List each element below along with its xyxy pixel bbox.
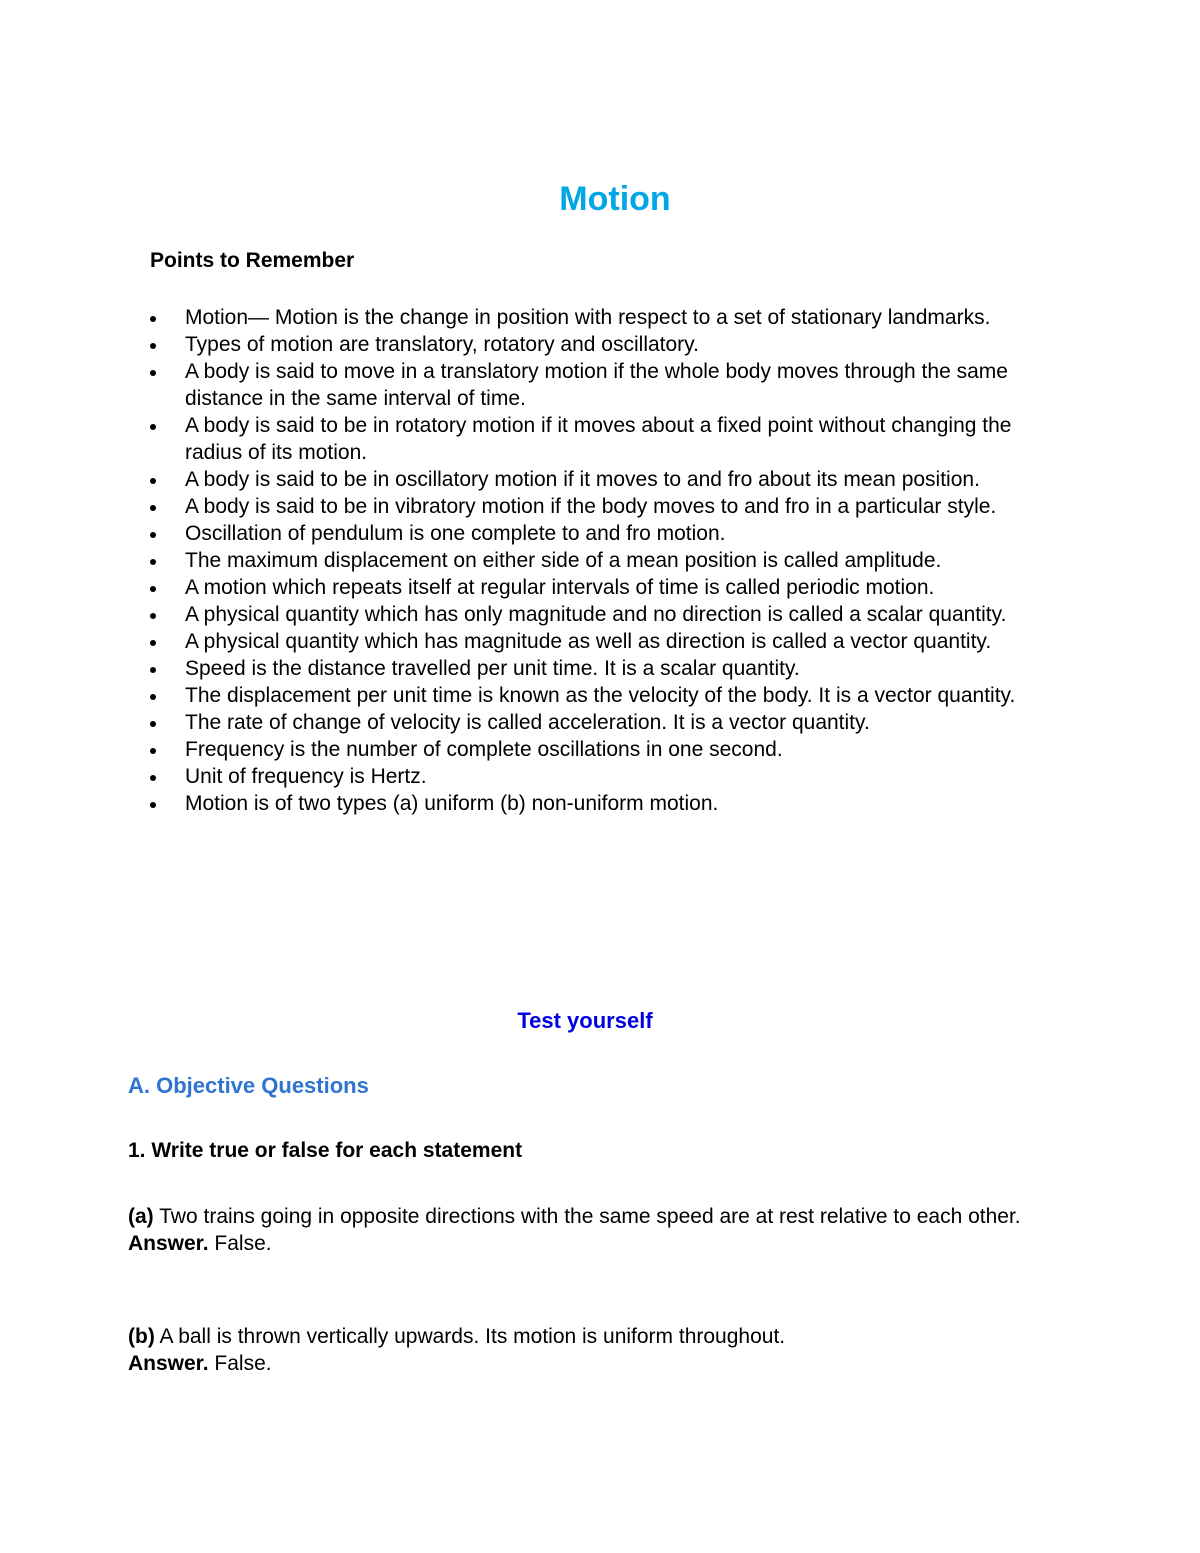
answer-value: False. <box>214 1352 272 1375</box>
list-item <box>150 763 1050 790</box>
list-item <box>150 331 1050 358</box>
list-item-text: Motion is of two types (a) uniform (b) non-uniform motion. <box>185 792 719 815</box>
list-item <box>150 412 1050 466</box>
list-item-text: Motion— Motion is the change in position with respect to a set of stationary landmarks. <box>185 306 991 329</box>
list-item <box>150 466 1050 493</box>
list-item <box>150 520 1050 547</box>
answer-label: Answer. <box>128 1232 209 1255</box>
bullet-icon <box>150 721 156 727</box>
list-item-text: A body is said to be in oscillatory motion if it moves to and fro about its mean position. <box>185 468 980 491</box>
bullet-icon <box>150 667 156 673</box>
page-title: Motion <box>559 180 671 218</box>
list-item <box>150 493 1050 520</box>
question-a-text-line <box>128 1203 1028 1230</box>
list-item <box>150 655 1050 682</box>
bullet-icon <box>150 748 156 754</box>
list-item-text: A body is said to move in a translatory motion if the whole body moves through the same distance in the same interval of time. <box>185 360 1008 410</box>
list-item-text: A body is said to be in vibratory motion if the body moves to and fro in a particular style. <box>185 495 997 518</box>
list-item-text: Speed is the distance travelled per unit time. It is a scalar quantity. <box>185 657 800 680</box>
list-item <box>150 709 1050 736</box>
list-item <box>150 574 1050 601</box>
objective-questions-heading: A. Objective Questions <box>128 1073 369 1098</box>
bullet-icon <box>150 424 156 430</box>
bullet-icon <box>150 613 156 619</box>
list-item-text: Frequency is the number of complete oscillations in one second. <box>185 738 783 761</box>
points-heading: Points to Remember <box>150 249 355 272</box>
bullet-icon <box>150 694 156 700</box>
answer-line <box>128 1230 1028 1257</box>
list-item-text: Oscillation of pendulum is one complete to and fro motion. <box>185 522 726 545</box>
bullet-icon <box>150 316 156 322</box>
points-list <box>150 304 1050 817</box>
bullet-icon <box>150 586 156 592</box>
list-item-text: A physical quantity which has only magnitude and no direction is called a scalar quantity. <box>185 603 1007 626</box>
question-a <box>128 1203 1028 1257</box>
list-item-text: The displacement per unit time is known as the velocity of the body. It is a vector quantity. <box>185 684 1016 707</box>
question-label: (b) <box>128 1325 155 1348</box>
bullet-icon <box>150 505 156 511</box>
bullet-icon <box>150 640 156 646</box>
list-item <box>150 547 1050 574</box>
list-item-text: A body is said to be in rotatory motion if it moves about a fixed point without changing the radius of its motion. <box>185 414 1012 464</box>
bullet-icon <box>150 370 156 376</box>
answer-value: False. <box>214 1232 272 1255</box>
list-item-text: A physical quantity which has magnitude as well as direction is called a vector quantity. <box>185 630 992 653</box>
answer-line <box>128 1350 1028 1377</box>
list-item <box>150 304 1050 331</box>
question-b <box>128 1323 1028 1377</box>
list-item <box>150 358 1050 412</box>
question-label: (a) <box>128 1205 154 1228</box>
list-item <box>150 736 1050 763</box>
list-item <box>150 601 1050 628</box>
list-item-text: Unit of frequency is Hertz. <box>185 765 427 788</box>
bullet-icon <box>150 802 156 808</box>
true-false-heading: 1. Write true or false for each statement <box>128 1139 523 1162</box>
bullet-icon <box>150 775 156 781</box>
question-text: A ball is thrown vertically upwards. Its motion is uniform throughout. <box>159 1325 786 1348</box>
list-item-text: The rate of change of velocity is called acceleration. It is a vector quantity. <box>185 711 870 734</box>
list-item-text: Types of motion are translatory, rotatory and oscillatory. <box>185 333 699 356</box>
list-item <box>150 790 1050 817</box>
question-b-text-line <box>128 1323 1028 1350</box>
list-item <box>150 682 1050 709</box>
list-item-text: A motion which repeats itself at regular intervals of time is called periodic motion. <box>185 576 935 599</box>
question-text: Two trains going in opposite directions with the same speed are at rest relative to each other. <box>159 1205 1021 1228</box>
test-yourself-heading: Test yourself <box>517 1008 653 1033</box>
bullet-icon <box>150 532 156 538</box>
list-item <box>150 628 1050 655</box>
bullet-icon <box>150 559 156 565</box>
list-item-text: The maximum displacement on either side of a mean position is called amplitude. <box>185 549 942 572</box>
bullet-icon <box>150 478 156 484</box>
bullet-icon <box>150 343 156 349</box>
answer-label: Answer. <box>128 1352 209 1375</box>
